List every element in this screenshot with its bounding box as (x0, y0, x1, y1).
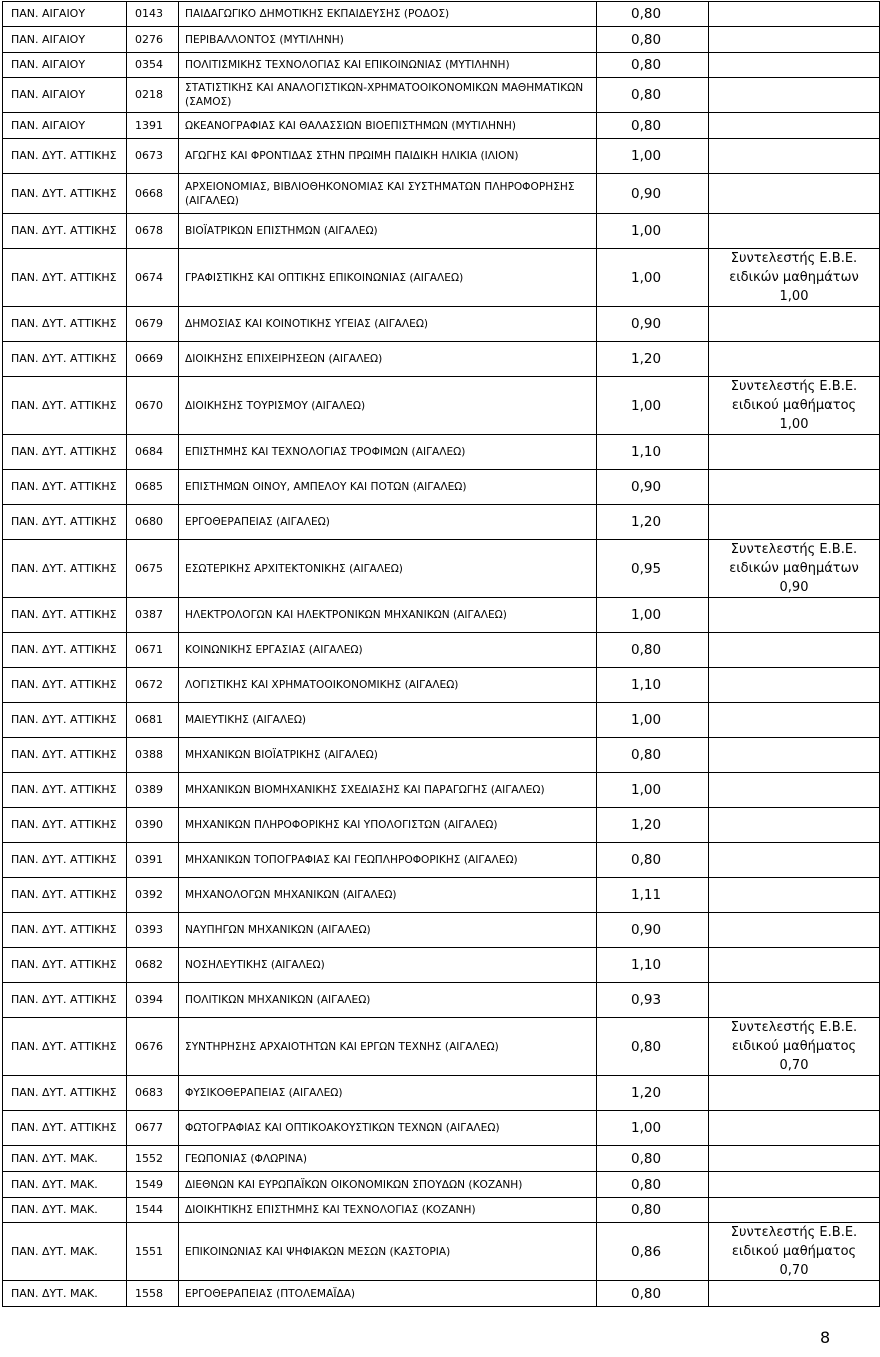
note-cell (709, 1223, 880, 1281)
note-cell (709, 983, 880, 1018)
note-line: ειδικού μαθήματος (731, 1039, 857, 1054)
coefficient-cell: 0,90 (597, 307, 709, 342)
coefficient-cell: 0,80 (597, 113, 709, 139)
note-cell (709, 78, 880, 113)
table-row (3, 703, 880, 738)
note-line: Συντελεστής Ε.Β.Ε. (730, 1020, 858, 1035)
table-row (3, 377, 880, 435)
coefficient-cell: 0,80 (597, 738, 709, 773)
department-code-cell: 0675 (127, 540, 179, 598)
note-cell (709, 808, 880, 843)
department-name-cell: ΑΓΩΓΗΣ ΚΑΙ ΦΡΟΝΤΙΔΑΣ ΣΤΗΝ ΠΡΩΙΜΗ ΠΑΙΔΙΚΗ ΗΛΙΚΙΑ (ΙΛΙΟΝ) (179, 139, 597, 174)
note-cell (709, 174, 880, 214)
university-cell: ΠΑΝ. ΑΙΓΑΙΟΥ (3, 2, 127, 27)
department-code-cell: 0683 (127, 1076, 179, 1111)
department-name-cell: ΜΗΧΑΝΟΛΟΓΩΝ ΜΗΧΑΝΙΚΩΝ (ΑΙΓΑΛΕΩ) (179, 878, 597, 913)
university-cell: ΠΑΝ. ΔΥΤ. ΑΤΤΙΚΗΣ (3, 983, 127, 1018)
university-cell: ΠΑΝ. ΔΥΤ. ΜΑΚ. (3, 1172, 127, 1198)
table-row (3, 2, 880, 27)
department-name-cell: ΚΟΙΝΩΝΙΚΗΣ ΕΡΓΑΣΙΑΣ (ΑΙΓΑΛΕΩ) (179, 633, 597, 668)
note-cell (709, 1172, 880, 1198)
department-code-cell: 0669 (127, 342, 179, 377)
university-cell: ΠΑΝ. ΔΥΤ. ΑΤΤΙΚΗΣ (3, 1018, 127, 1076)
department-name-cell: ΝΑΥΠΗΓΩΝ ΜΗΧΑΝΙΚΩΝ (ΑΙΓΑΛΕΩ) (179, 913, 597, 948)
university-cell: ΠΑΝ. ΔΥΤ. ΑΤΤΙΚΗΣ (3, 1076, 127, 1111)
note-line: ειδικών μαθημάτων (729, 561, 859, 576)
coefficient-cell: 1,00 (597, 598, 709, 633)
table-row (3, 53, 880, 78)
note-cell (709, 1111, 880, 1146)
university-cell: ΠΑΝ. ΑΙΓΑΙΟΥ (3, 78, 127, 113)
department-name-cell: ΔΙΟΙΚΗΣΗΣ ΤΟΥΡΙΣΜΟΥ (ΑΙΓΑΛΕΩ) (179, 377, 597, 435)
department-name-cell: ΗΛΕΚΤΡΟΛΟΓΩΝ ΚΑΙ ΗΛΕΚΤΡΟΝΙΚΩΝ ΜΗΧΑΝΙΚΩΝ (ΑΙΓΑΛΕΩ) (179, 598, 597, 633)
university-cell: ΠΑΝ. ΔΥΤ. ΑΤΤΙΚΗΣ (3, 377, 127, 435)
university-cell: ΠΑΝ. ΔΥΤ. ΑΤΤΙΚΗΣ (3, 307, 127, 342)
note-cell (709, 249, 880, 307)
department-name-cell: ΔΙΟΙΚΗΤΙΚΗΣ ΕΠΙΣΤΗΜΗΣ ΚΑΙ ΤΕΧΝΟΛΟΓΙΑΣ (ΚΟΖΑΝΗ) (179, 1198, 597, 1223)
note-cell (709, 738, 880, 773)
coefficient-cell: 1,00 (597, 377, 709, 435)
department-name-cell: ΣΥΝΤΗΡΗΣΗΣ ΑΡΧΑΙΟΤΗΤΩΝ ΚΑΙ ΕΡΓΩΝ ΤΕΧΝΗΣ (ΑΙΓΑΛΕΩ) (179, 1018, 597, 1076)
table-row (3, 78, 880, 113)
table-row (3, 1111, 880, 1146)
table-row (3, 174, 880, 214)
department-code-cell: 0682 (127, 948, 179, 983)
department-code-cell: 0388 (127, 738, 179, 773)
note-cell (709, 342, 880, 377)
department-code-cell: 0672 (127, 668, 179, 703)
department-code-cell: 0678 (127, 214, 179, 249)
table-row (3, 1172, 880, 1198)
table-row (3, 878, 880, 913)
note-cell (709, 703, 880, 738)
coefficient-cell: 0,80 (597, 1018, 709, 1076)
note-cell (709, 505, 880, 540)
department-name-cell: ΣΤΑΤΙΣΤΙΚΗΣ ΚΑΙ ΑΝΑΛΟΓΙΣΤΙΚΩΝ-ΧΡΗΜΑΤΟΟΙΚΟΝΟΜΙΚΩΝ ΜΑΘΗΜΑΤΙΚΩΝ (ΣΑΜΟΣ) (179, 78, 597, 113)
coefficient-cell: 0,80 (597, 53, 709, 78)
university-cell: ΠΑΝ. ΔΥΤ. ΑΤΤΙΚΗΣ (3, 913, 127, 948)
note-line: 1,00 (779, 417, 809, 432)
coefficient-cell: 1,00 (597, 1111, 709, 1146)
note-cell (709, 1076, 880, 1111)
page-number: 8 (820, 1328, 831, 1347)
note-cell (709, 668, 880, 703)
note-cell (709, 139, 880, 174)
table-row (3, 668, 880, 703)
university-cell: ΠΑΝ. ΔΥΤ. ΑΤΤΙΚΗΣ (3, 633, 127, 668)
note-cell (709, 633, 880, 668)
department-code-cell: 0676 (127, 1018, 179, 1076)
table-row (3, 773, 880, 808)
table-row (3, 633, 880, 668)
department-code-cell: 1391 (127, 113, 179, 139)
table-row (3, 1223, 880, 1281)
university-cell: ΠΑΝ. ΔΥΤ. ΜΑΚ. (3, 1146, 127, 1172)
department-name-cell: ΜΗΧΑΝΙΚΩΝ ΤΟΠΟΓΡΑΦΙΑΣ ΚΑΙ ΓΕΩΠΛΗΡΟΦΟΡΙΚΗΣ (ΑΙΓΑΛΕΩ) (179, 843, 597, 878)
coefficient-cell: 1,10 (597, 668, 709, 703)
table-row (3, 1076, 880, 1111)
note-cell (709, 307, 880, 342)
table-row (3, 249, 880, 307)
university-cell: ΠΑΝ. ΔΥΤ. ΑΤΤΙΚΗΣ (3, 1111, 127, 1146)
university-cell: ΠΑΝ. ΔΥΤ. ΜΑΚ. (3, 1198, 127, 1223)
note-line: 0,70 (779, 1058, 809, 1073)
university-cell: ΠΑΝ. ΑΙΓΑΙΟΥ (3, 53, 127, 78)
note-cell (709, 1146, 880, 1172)
note-cell (709, 214, 880, 249)
note-line: Συντελεστής Ε.Β.Ε. (730, 542, 858, 557)
note-line: Συντελεστής Ε.Β.Ε. (730, 251, 858, 266)
department-name-cell: ΜΑΙΕΥΤΙΚΗΣ (ΑΙΓΑΛΕΩ) (179, 703, 597, 738)
department-code-cell: 0276 (127, 27, 179, 53)
note-cell (709, 913, 880, 948)
table-row (3, 1281, 880, 1307)
coefficient-cell: 0,80 (597, 1172, 709, 1198)
department-code-cell: 0673 (127, 139, 179, 174)
department-code-cell: 0685 (127, 470, 179, 505)
note-cell (709, 53, 880, 78)
note-cell (709, 773, 880, 808)
coefficient-cell: 0,80 (597, 1146, 709, 1172)
table-row (3, 139, 880, 174)
table-row (3, 738, 880, 773)
note-cell (709, 948, 880, 983)
university-cell: ΠΑΝ. ΔΥΤ. ΑΤΤΙΚΗΣ (3, 948, 127, 983)
note-cell (709, 1281, 880, 1307)
university-cell: ΠΑΝ. ΔΥΤ. ΑΤΤΙΚΗΣ (3, 668, 127, 703)
university-cell: ΠΑΝ. ΔΥΤ. ΑΤΤΙΚΗΣ (3, 738, 127, 773)
department-code-cell: 0668 (127, 174, 179, 214)
table-row (3, 113, 880, 139)
department-code-cell: 0679 (127, 307, 179, 342)
university-cell: ΠΑΝ. ΔΥΤ. ΑΤΤΙΚΗΣ (3, 435, 127, 470)
coefficient-cell: 1,00 (597, 139, 709, 174)
department-name-cell: ΦΩΤΟΓΡΑΦΙΑΣ ΚΑΙ ΟΠΤΙΚΟΑΚΟΥΣΤΙΚΩΝ ΤΕΧΝΩΝ (ΑΙΓΑΛΕΩ) (179, 1111, 597, 1146)
coefficient-cell: 1,20 (597, 342, 709, 377)
coefficient-cell: 1,11 (597, 878, 709, 913)
university-cell: ΠΑΝ. ΔΥΤ. ΑΤΤΙΚΗΣ (3, 773, 127, 808)
department-code-cell: 0143 (127, 2, 179, 27)
table-body (3, 2, 880, 1307)
coefficient-cell: 0,86 (597, 1223, 709, 1281)
department-name-cell: ΠΑΙΔΑΓΩΓΙΚΟ ΔΗΜΟΤΙΚΗΣ ΕΚΠΑΙΔΕΥΣΗΣ (ΡΟΔΟΣ) (179, 2, 597, 27)
department-code-cell: 0387 (127, 598, 179, 633)
table-row (3, 342, 880, 377)
university-cell: ΠΑΝ. ΔΥΤ. ΜΑΚ. (3, 1281, 127, 1307)
department-name-cell: ΩΚΕΑΝΟΓΡΑΦΙΑΣ ΚΑΙ ΘΑΛΑΣΣΙΩΝ ΒΙΟΕΠΙΣΤΗΜΩΝ (ΜΥΤΙΛΗΝΗ) (179, 113, 597, 139)
coefficient-cell: 1,10 (597, 435, 709, 470)
note-cell (709, 598, 880, 633)
university-cell: ΠΑΝ. ΔΥΤ. ΑΤΤΙΚΗΣ (3, 342, 127, 377)
table-row (3, 435, 880, 470)
department-name-cell: ΜΗΧΑΝΙΚΩΝ ΒΙΟΜΗΧΑΝΙΚΗΣ ΣΧΕΔΙΑΣΗΣ ΚΑΙ ΠΑΡΑΓΩΓΗΣ (ΑΙΓΑΛΕΩ) (179, 773, 597, 808)
department-code-cell: 0681 (127, 703, 179, 738)
coefficient-cell: 0,80 (597, 633, 709, 668)
coefficient-cell: 0,80 (597, 78, 709, 113)
university-cell: ΠΑΝ. ΔΥΤ. ΑΤΤΙΚΗΣ (3, 703, 127, 738)
university-cell: ΠΑΝ. ΔΥΤ. ΑΤΤΙΚΗΣ (3, 249, 127, 307)
department-name-cell: ΠΟΛΙΤΙΣΜΙΚΗΣ ΤΕΧΝΟΛΟΓΙΑΣ ΚΑΙ ΕΠΙΚΟΙΝΩΝΙΑΣ (ΜΥΤΙΛΗΝΗ) (179, 53, 597, 78)
note-cell (709, 1198, 880, 1223)
coefficient-cell: 0,90 (597, 913, 709, 948)
department-code-cell: 0677 (127, 1111, 179, 1146)
note-line: Συντελεστής Ε.Β.Ε. (730, 1225, 858, 1240)
department-code-cell: 0389 (127, 773, 179, 808)
university-cell: ΠΑΝ. ΔΥΤ. ΑΤΤΙΚΗΣ (3, 470, 127, 505)
department-name-cell: ΕΡΓΟΘΕΡΑΠΕΙΑΣ (ΠΤΟΛΕΜΑΪΔΑ) (179, 1281, 597, 1307)
department-name-cell: ΠΟΛΙΤΙΚΩΝ ΜΗΧΑΝΙΚΩΝ (ΑΙΓΑΛΕΩ) (179, 983, 597, 1018)
department-code-cell: 0354 (127, 53, 179, 78)
department-code-cell: 0684 (127, 435, 179, 470)
note-line: ειδικών μαθημάτων (729, 270, 859, 285)
note-cell (709, 843, 880, 878)
department-code-cell: 0671 (127, 633, 179, 668)
department-name-cell: ΓΡΑΦΙΣΤΙΚΗΣ ΚΑΙ ΟΠΤΙΚΗΣ ΕΠΙΚΟΙΝΩΝΙΑΣ (ΑΙΓΑΛΕΩ) (179, 249, 597, 307)
department-name-cell: ΔΙΟΙΚΗΣΗΣ ΕΠΙΧΕΙΡΗΣΕΩΝ (ΑΙΓΑΛΕΩ) (179, 342, 597, 377)
university-cell: ΠΑΝ. ΔΥΤ. ΜΑΚ. (3, 1223, 127, 1281)
department-name-cell: ΜΗΧΑΝΙΚΩΝ ΒΙΟΪΑΤΡΙΚΗΣ (ΑΙΓΑΛΕΩ) (179, 738, 597, 773)
coefficient-cell: 1,00 (597, 214, 709, 249)
university-cell: ΠΑΝ. ΔΥΤ. ΑΤΤΙΚΗΣ (3, 214, 127, 249)
table-row (3, 307, 880, 342)
coefficient-cell: 1,20 (597, 808, 709, 843)
department-code-cell: 1549 (127, 1172, 179, 1198)
note-cell (709, 470, 880, 505)
department-code-cell: 0394 (127, 983, 179, 1018)
coefficient-cell: 1,10 (597, 948, 709, 983)
department-name-cell: ΠΕΡΙΒΑΛΛΟΝΤΟΣ (ΜΥΤΙΛΗΝΗ) (179, 27, 597, 53)
department-name-cell: ΝΟΣΗΛΕΥΤΙΚΗΣ (ΑΙΓΑΛΕΩ) (179, 948, 597, 983)
coefficient-cell: 0,80 (597, 1198, 709, 1223)
table-row (3, 913, 880, 948)
note-line: 0,70 (779, 1263, 809, 1278)
department-code-cell: 0391 (127, 843, 179, 878)
department-code-cell: 0670 (127, 377, 179, 435)
note-line: 0,90 (779, 580, 809, 595)
coefficient-cell: 0,90 (597, 470, 709, 505)
department-code-cell: 0393 (127, 913, 179, 948)
university-cell: ΠΑΝ. ΔΥΤ. ΑΤΤΙΚΗΣ (3, 598, 127, 633)
note-line: 1,00 (779, 289, 809, 304)
university-cell: ΠΑΝ. ΔΥΤ. ΑΤΤΙΚΗΣ (3, 505, 127, 540)
table-row (3, 843, 880, 878)
note-cell (709, 540, 880, 598)
department-code-cell: 0674 (127, 249, 179, 307)
table-row (3, 983, 880, 1018)
coefficient-cell: 0,93 (597, 983, 709, 1018)
table-row (3, 948, 880, 983)
department-name-cell: ΔΗΜΟΣΙΑΣ ΚΑΙ ΚΟΙΝΟΤΙΚΗΣ ΥΓΕΙΑΣ (ΑΙΓΑΛΕΩ) (179, 307, 597, 342)
department-name-cell: ΛΟΓΙΣΤΙΚΗΣ ΚΑΙ ΧΡΗΜΑΤΟΟΙΚΟΝΟΜΙΚΗΣ (ΑΙΓΑΛΕΩ) (179, 668, 597, 703)
university-cell: ΠΑΝ. ΔΥΤ. ΑΤΤΙΚΗΣ (3, 878, 127, 913)
coefficients-table (2, 1, 880, 1307)
department-code-cell: 1544 (127, 1198, 179, 1223)
table-row (3, 598, 880, 633)
university-cell: ΠΑΝ. ΔΥΤ. ΑΤΤΙΚΗΣ (3, 540, 127, 598)
note-cell (709, 435, 880, 470)
coefficient-cell: 1,00 (597, 703, 709, 738)
university-cell: ΠΑΝ. ΔΥΤ. ΑΤΤΙΚΗΣ (3, 843, 127, 878)
department-code-cell: 0218 (127, 78, 179, 113)
department-name-cell: ΑΡΧΕΙΟΝΟΜΙΑΣ, ΒΙΒΛΙΟΘΗΚΟΝΟΜΙΑΣ ΚΑΙ ΣΥΣΤΗΜΑΤΩΝ ΠΛΗΡΟΦΟΡΗΣΗΣ (ΑΙΓΑΛΕΩ) (179, 174, 597, 214)
department-name-cell: ΒΙΟΪΑΤΡΙΚΩΝ ΕΠΙΣΤΗΜΩΝ (ΑΙΓΑΛΕΩ) (179, 214, 597, 249)
department-code-cell: 1558 (127, 1281, 179, 1307)
department-code-cell: 0680 (127, 505, 179, 540)
coefficient-cell: 0,80 (597, 2, 709, 27)
table-row (3, 27, 880, 53)
note-cell (709, 1018, 880, 1076)
table-row (3, 1198, 880, 1223)
coefficient-cell: 1,20 (597, 505, 709, 540)
table-row (3, 540, 880, 598)
department-name-cell: ΕΡΓΟΘΕΡΑΠΕΙΑΣ (ΑΙΓΑΛΕΩ) (179, 505, 597, 540)
department-name-cell: ΦΥΣΙΚΟΘΕΡΑΠΕΙΑΣ (ΑΙΓΑΛΕΩ) (179, 1076, 597, 1111)
department-name-cell: ΓΕΩΠΟΝΙΑΣ (ΦΛΩΡΙΝΑ) (179, 1146, 597, 1172)
university-cell: ΠΑΝ. ΔΥΤ. ΑΤΤΙΚΗΣ (3, 139, 127, 174)
table-row (3, 505, 880, 540)
coefficient-cell: 1,20 (597, 1076, 709, 1111)
department-code-cell: 0392 (127, 878, 179, 913)
department-name-cell: ΜΗΧΑΝΙΚΩΝ ΠΛΗΡΟΦΟΡΙΚΗΣ ΚΑΙ ΥΠΟΛΟΓΙΣΤΩΝ (ΑΙΓΑΛΕΩ) (179, 808, 597, 843)
table-row (3, 214, 880, 249)
table-row (3, 808, 880, 843)
note-line: ειδικού μαθήματος (731, 398, 857, 413)
university-cell: ΠΑΝ. ΑΙΓΑΙΟΥ (3, 27, 127, 53)
coefficient-cell: 0,80 (597, 27, 709, 53)
note-cell (709, 377, 880, 435)
department-name-cell: ΕΠΙΚΟΙΝΩΝΙΑΣ ΚΑΙ ΨΗΦΙΑΚΩΝ ΜΕΣΩΝ (ΚΑΣΤΟΡΙΑ) (179, 1223, 597, 1281)
note-cell (709, 27, 880, 53)
table-row (3, 470, 880, 505)
department-name-cell: ΕΠΙΣΤΗΜΗΣ ΚΑΙ ΤΕΧΝΟΛΟΓΙΑΣ ΤΡΟΦΙΜΩΝ (ΑΙΓΑΛΕΩ) (179, 435, 597, 470)
university-cell: ΠΑΝ. ΑΙΓΑΙΟΥ (3, 113, 127, 139)
department-name-cell: ΕΣΩΤΕΡΙΚΗΣ ΑΡΧΙΤΕΚΤΟΝΙΚΗΣ (ΑΙΓΑΛΕΩ) (179, 540, 597, 598)
note-cell (709, 2, 880, 27)
table-row (3, 1146, 880, 1172)
coefficient-cell: 0,80 (597, 843, 709, 878)
department-code-cell: 1551 (127, 1223, 179, 1281)
coefficient-cell: 0,95 (597, 540, 709, 598)
table-row (3, 1018, 880, 1076)
note-line: ειδικού μαθήματος (731, 1244, 857, 1259)
note-cell (709, 878, 880, 913)
note-line: Συντελεστής Ε.Β.Ε. (730, 379, 858, 394)
department-code-cell: 1552 (127, 1146, 179, 1172)
coefficient-cell: 1,00 (597, 249, 709, 307)
university-cell: ΠΑΝ. ΔΥΤ. ΑΤΤΙΚΗΣ (3, 808, 127, 843)
department-name-cell: ΕΠΙΣΤΗΜΩΝ ΟΙΝΟΥ, ΑΜΠΕΛΟΥ ΚΑΙ ΠΟΤΩΝ (ΑΙΓΑΛΕΩ) (179, 470, 597, 505)
note-cell (709, 113, 880, 139)
department-name-cell: ΔΙΕΘΝΩΝ ΚΑΙ ΕΥΡΩΠΑΪΚΩΝ ΟΙΚΟΝΟΜΙΚΩΝ ΣΠΟΥΔΩΝ (ΚΟΖΑΝΗ) (179, 1172, 597, 1198)
department-code-cell: 0390 (127, 808, 179, 843)
coefficient-cell: 0,90 (597, 174, 709, 214)
coefficient-cell: 1,00 (597, 773, 709, 808)
university-cell: ΠΑΝ. ΔΥΤ. ΑΤΤΙΚΗΣ (3, 174, 127, 214)
coefficient-cell: 0,80 (597, 1281, 709, 1307)
